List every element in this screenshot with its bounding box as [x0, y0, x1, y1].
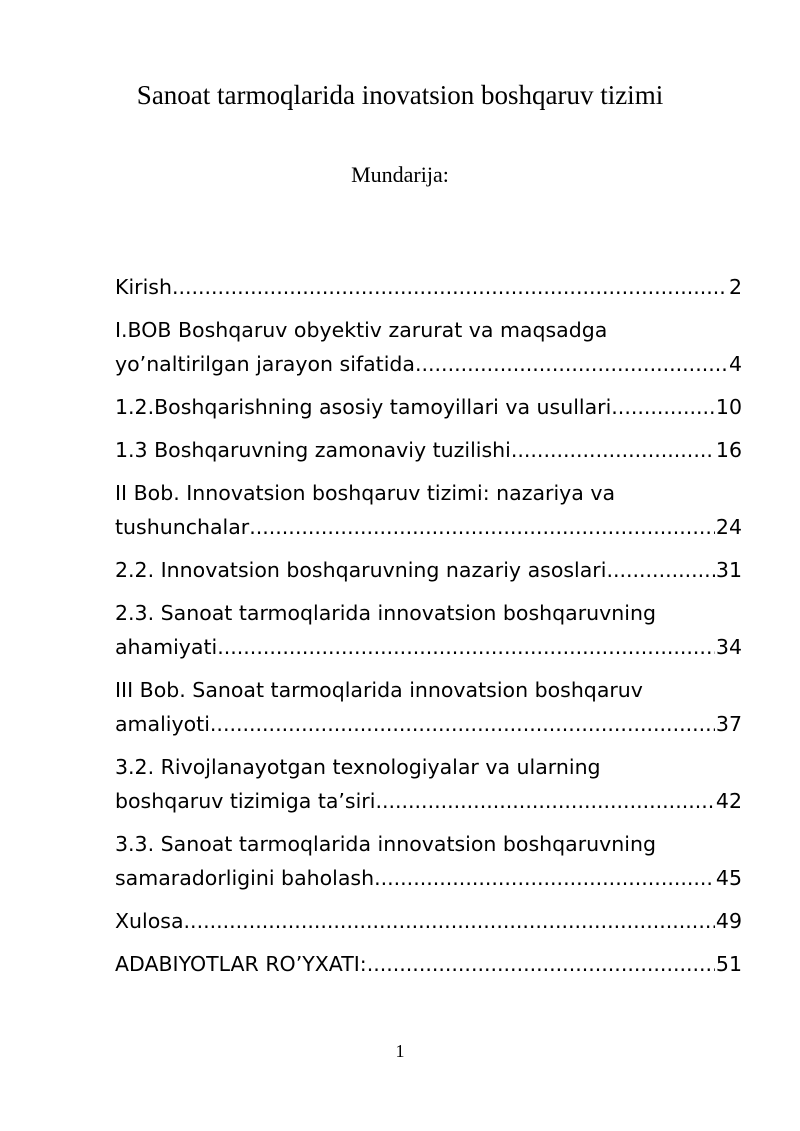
toc-entry	[115, 596, 742, 664]
toc-entry	[115, 270, 742, 304]
toc-entry-page: 31	[715, 558, 742, 582]
toc-entry-title: yo’naltirilgan jarayon sifatida	[115, 352, 415, 376]
toc-entry-title-line1: 3.3. Sanoat tarmoqlarida innovatsion boshqaruvning	[115, 832, 656, 856]
dot-leader	[210, 707, 715, 741]
dot-leader	[511, 433, 715, 467]
toc-entry-title: ADABIYOTLAR RO’YXATI:	[115, 952, 367, 976]
table-of-contents	[115, 270, 742, 990]
toc-entry-title: ahamiyati	[115, 635, 218, 659]
toc-entry	[115, 827, 742, 895]
dot-leader	[172, 270, 728, 304]
toc-entry	[115, 313, 742, 381]
toc-entry-title-line1: II Bob. Innovatsion boshqaruv tizimi: nazariya va	[115, 481, 616, 505]
toc-entry	[115, 904, 742, 938]
toc-entry	[115, 553, 742, 587]
toc-entry-page: 49	[715, 909, 742, 933]
toc-entry-page: 45	[715, 866, 742, 890]
toc-entry	[115, 750, 742, 818]
toc-entry	[115, 390, 742, 424]
dot-leader	[184, 904, 715, 938]
toc-entry	[115, 433, 742, 467]
dot-leader	[606, 553, 714, 587]
toc-entry-title-line1: 3.2. Rivojlanayotgan texnologiyalar va ularning	[115, 755, 601, 779]
toc-entry-title-line1: I.BOB Boshqaruv obyektiv zarurat va maqsadga	[115, 318, 608, 342]
toc-entry-title: Xulosa	[115, 909, 184, 933]
toc-entry-page: 4	[728, 352, 742, 376]
toc-entry-title: tushunchalar	[115, 515, 250, 539]
toc-heading: Mundarija:	[351, 162, 449, 187]
dot-leader	[375, 784, 714, 818]
toc-entry-title: amaliyoti	[115, 712, 210, 736]
toc-entry-title: boshqaruv tizimiga ta’siri	[115, 789, 376, 813]
toc-entry-title: Kirish	[115, 275, 172, 299]
dot-leader	[415, 347, 728, 381]
toc-entry-title: 2.2. Innovatsion boshqaruvning nazariy asoslari	[115, 558, 607, 582]
toc-entry-page: 42	[715, 789, 742, 813]
toc-entry-title: 1.2.Boshqarishning asosiy tamoyillari va usullari	[115, 395, 612, 419]
toc-entry	[115, 947, 742, 981]
toc-entry-page: 51	[715, 952, 742, 976]
toc-entry	[115, 476, 742, 544]
toc-entry-page: 37	[715, 712, 742, 736]
toc-entry-page: 2	[728, 275, 742, 299]
toc-entry-title: samaradorligini baholash	[115, 866, 375, 890]
toc-entry-title: 1.3 Boshqaruvning zamonaviy tuzilishi	[115, 438, 511, 462]
dot-leader	[611, 390, 715, 424]
toc-entry-page: 34	[715, 635, 742, 659]
toc-entry-title-line1: III Bob. Sanoat tarmoqlarida innovatsion boshqaruv	[115, 678, 643, 702]
page-number: 1	[395, 1041, 405, 1061]
dot-leader	[374, 861, 715, 895]
toc-entry-page: 16	[715, 438, 742, 462]
toc-entry-page: 24	[715, 515, 742, 539]
toc-entry-page: 10	[715, 395, 742, 419]
toc-entry	[115, 673, 742, 741]
dot-leader	[217, 630, 715, 664]
document-title: Sanoat tarmoqlarida inovatsion boshqaruv tizimi	[136, 80, 664, 110]
dot-leader	[367, 947, 715, 981]
dot-leader	[249, 510, 715, 544]
toc-entry-title-line1: 2.3. Sanoat tarmoqlarida innovatsion boshqaruvning	[115, 601, 656, 625]
